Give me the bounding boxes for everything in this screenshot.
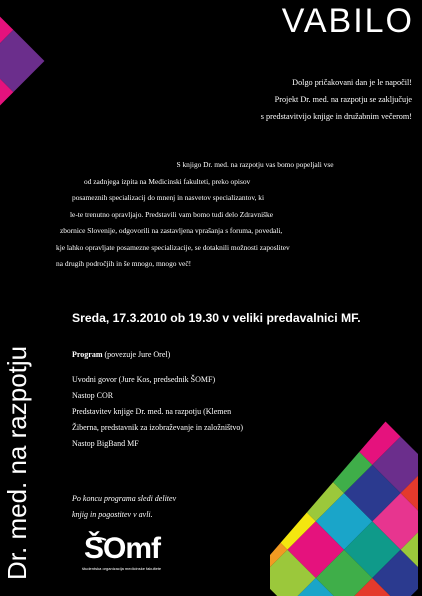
somf-logo	[82, 532, 194, 574]
intro-text	[152, 74, 412, 125]
closing-text	[72, 491, 176, 523]
description-line: S knjigo Dr. med. na razpotju vas bomo popeljali vse	[176, 160, 334, 169]
program-item: Nastop BigBand MF	[72, 439, 139, 448]
description-line: le-te trenutno opravljajo. Predstavili vam bomo tudi delo Zdravniške	[70, 209, 273, 219]
closing-line: Po koncu programa sledi delitev	[72, 494, 177, 503]
description-text	[56, 157, 406, 273]
description-line: od zadnjega izpita na Medicinski fakulteti, preko opisov	[84, 176, 251, 186]
program-item: Žiberna, predstavnik za izobraževanje in založništvo)	[72, 423, 244, 432]
program-item: Predstavitev knjige Dr. med. na razpotju (Klemen	[72, 407, 232, 416]
description-line: na drugih področjih in še mnogo, mnogo več!	[56, 259, 192, 268]
intro-line: Projekt Dr. med. na razpotju se zaključuje	[274, 95, 412, 104]
event-date: Sreda, 17.3.2010 ob 19.30 v veliki predavalnici MF.	[72, 311, 361, 325]
program-item: Uvodni govor (Jure Kos, predsednik ŠOMF)	[72, 375, 216, 384]
description-line: zbornice Slovenije, odgovorili na zastavljena vprašanja s foruma, povedali,	[60, 226, 283, 235]
logo-wordmark: ŠOmf	[84, 532, 161, 565]
page-title: VABILO	[281, 2, 414, 40]
vertical-book-title: Dr. med. na razpotju	[2, 345, 32, 580]
program-section	[72, 346, 243, 452]
logo-subtitle: študentska organizacija medicinske fakultete	[82, 566, 162, 571]
program-item: Nastop COR	[72, 391, 114, 400]
closing-line: knjig in pogostitev v avli.	[72, 510, 153, 519]
program-heading	[72, 346, 243, 364]
description-line: kje lahko opravljate posamezne specializacije, se dotaknili možnosti zaposlitev	[56, 242, 290, 252]
description-line: posameznih specializacij do mnenj in nasvetov specializantov, ki	[72, 193, 265, 202]
program-note: (povezuje Jure Orel)	[104, 350, 171, 359]
program-list	[72, 372, 243, 452]
intro-line: Dolgo pričakovani dan je le napočil!	[292, 78, 412, 87]
program-label: Program	[72, 350, 103, 359]
intro-line: s predstavitvijo knjige in družabnim večerom!	[260, 112, 412, 121]
